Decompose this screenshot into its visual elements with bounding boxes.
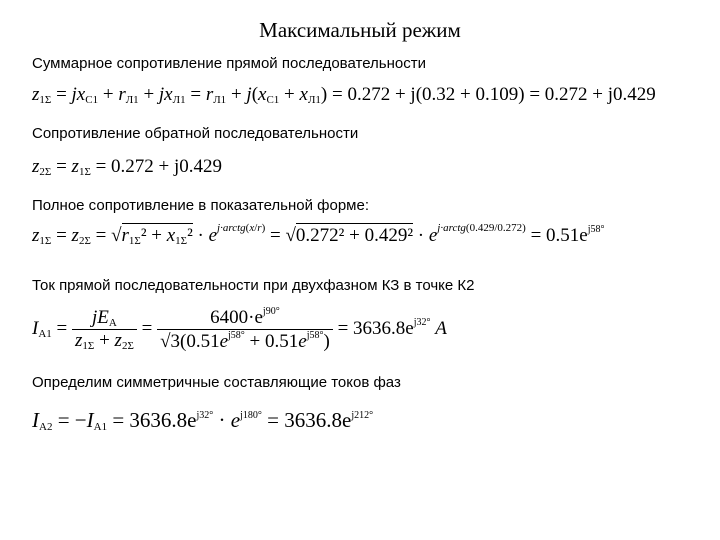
fraction-current-formula: $\frac{jE_A}{z_{1\Sigma} + z_{2\Sigma}}$ (72, 307, 137, 352)
fraction-current-numeric: $\frac{6400\cdot e^{j90^\circ}}{√3(0.51e^{j58^\circ} + 0.51e^{j58^\circ})}$ (157, 306, 333, 353)
equation-negative-result: = 0.272 + j0.429 (95, 156, 223, 177)
arctg-denominator: 0.272 (497, 222, 523, 234)
equation-positive-current: $I_{A1}$ = $\frac{jE_A}{z_{1\Sigma} + z_{2\Sigma}}$ = $\frac{6400\cdot e^{j90^\circ}}{√3(0.51e^{j58^\circ} + 0.51e^{j58^\circ})}$ = $3636.8e^{j32^\circ}$ A (32, 306, 447, 352)
current-result: = 3636.8e (337, 317, 414, 339)
equation-negative-impedance: $z_{2\Sigma} = z_{1\Sigma} = 0.272 + j0.429$ (32, 156, 223, 178)
arctg-numerator: 0.429 (469, 222, 495, 234)
section-heading-negative-impedance: Сопротивление обратной последовательности (32, 125, 359, 142)
section-heading-positive-current: Ток прямой последовательности при двухфазном КЗ в точке К2 (32, 277, 475, 294)
equation-exponential-result: = 0.51e (530, 225, 588, 246)
section-heading-exponential-form: Полное сопротивление в показательной форме: (32, 197, 370, 214)
section-heading-symmetric-components: Определим симметричные составляющие токов фаз (32, 374, 401, 391)
exponential-angle: j58° (587, 224, 605, 235)
equation-positive-result: = 0.272 + j(0.32 + 0.109) = 0.272 + j0.429 (332, 84, 656, 105)
equation-symmetric-components: $I_{A2} = -I_{A1} = 3636.8e^{j32^\circ} \cdot e^{j180^\circ} = 3636.8e^{j212^\circ}$ (32, 408, 374, 433)
symmetric-value: = 3636.8e (112, 408, 197, 432)
section-heading-positive-impedance: Суммарное сопротивление прямой последовательности (32, 55, 426, 72)
current-numerator: 6400·e (210, 307, 263, 328)
symmetric-final: = 3636.8e (267, 408, 352, 432)
equation-exponential-form: $z_{1\Sigma} = z_{2\Sigma} = √r_{1\Sigma}^2 + x_{1\Sigma}^2 \cdot e^{j\cdot arctg(x/r)} = √0.272^2 + 0.429^2 \cdot e^{j\cdot arctg(0.429/0.272)} = 0.51e^{j58^\circ}$ (32, 222, 605, 247)
equation-positive-impedance: $z_{1\Sigma} = jx_{C1} + r_{Л1} + jx_{Л1} = r_{Л1} + j(x_{C1} + x_{Л1}) = 0.272 + j(0.32 + 0.109) = 0.272 + j0.429$ (32, 84, 656, 106)
page-title: Максимальный режим (259, 18, 461, 42)
